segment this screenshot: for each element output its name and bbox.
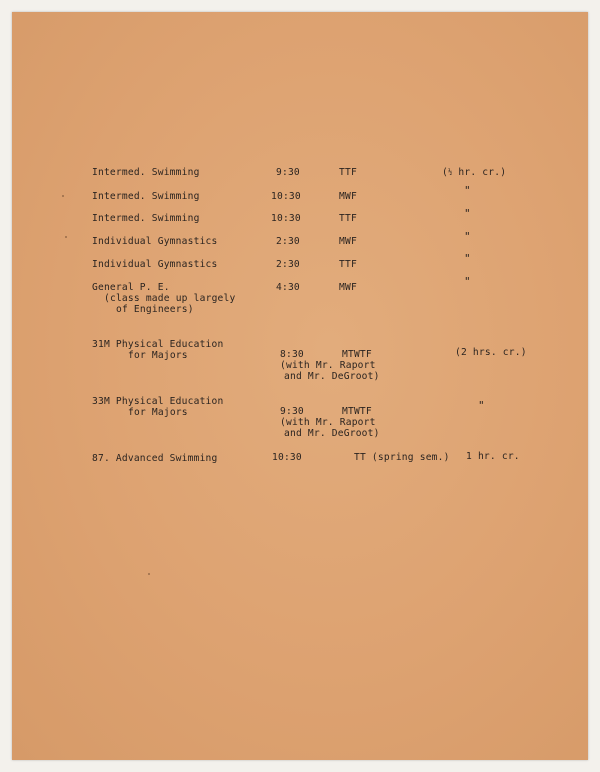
course-days: TTF bbox=[339, 167, 357, 178]
instructor-note: and Mr. DeGroot) bbox=[284, 428, 380, 439]
ditto-mark: " bbox=[478, 399, 485, 412]
ditto-mark: " bbox=[464, 275, 471, 288]
course-name: Individual Gymnastics bbox=[92, 259, 218, 270]
course-time: 2:30 bbox=[276, 236, 300, 247]
course-days: MWF bbox=[339, 236, 357, 247]
course-name: General P. E. bbox=[92, 282, 170, 293]
course-name: Intermed. Swimming bbox=[92, 167, 200, 178]
course-note: of Engineers) bbox=[116, 304, 194, 315]
course-name-line-2: for Majors bbox=[128, 407, 188, 418]
course-name: Intermed. Swimming bbox=[92, 213, 200, 224]
paper-speck bbox=[62, 195, 64, 197]
course-credit-open: (½ hr. cr.) bbox=[442, 167, 507, 178]
course-credit: (2 hrs. cr.) bbox=[455, 347, 527, 358]
ditto-mark: " bbox=[464, 184, 471, 197]
course-name: 87. Advanced Swimming bbox=[92, 453, 218, 464]
course-name: 31M Physical Education bbox=[92, 339, 224, 350]
course-credit: 1 hr. cr. bbox=[466, 451, 520, 462]
typed-page bbox=[12, 12, 588, 760]
credit-fraction: ½ bbox=[447, 168, 453, 176]
course-name: Intermed. Swimming bbox=[92, 191, 200, 202]
course-time: 10:30 bbox=[272, 452, 302, 463]
course-time: 9:30 bbox=[280, 406, 304, 417]
course-days: MTWTF bbox=[342, 406, 372, 417]
course-name-line-2: for Majors bbox=[128, 350, 188, 361]
course-note: (class made up largely bbox=[104, 293, 236, 304]
instructor-note: (with Mr. Raport bbox=[280, 417, 376, 428]
instructor-note: (with Mr. Raport bbox=[280, 360, 376, 371]
course-name: Individual Gymnastics bbox=[92, 236, 218, 247]
course-time: 2:30 bbox=[276, 259, 300, 270]
course-days: MTWTF bbox=[342, 349, 372, 360]
instructor-note: and Mr. DeGroot) bbox=[284, 371, 380, 382]
course-days: TT (spring sem.) bbox=[354, 452, 450, 463]
course-days: TTF bbox=[339, 213, 357, 224]
ditto-mark: " bbox=[464, 230, 471, 243]
course-days: MWF bbox=[339, 282, 357, 293]
ditto-mark: " bbox=[464, 207, 471, 220]
paper-speck bbox=[65, 236, 67, 238]
course-days: TTF bbox=[339, 259, 357, 270]
course-time: 10:30 bbox=[271, 213, 301, 224]
course-time: 4:30 bbox=[276, 282, 300, 293]
course-time: 9:30 bbox=[276, 167, 300, 178]
course-time: 10:30 bbox=[271, 191, 301, 202]
course-name: 33M Physical Education bbox=[92, 396, 224, 407]
course-days: MWF bbox=[339, 191, 357, 202]
course-time: 8:30 bbox=[280, 349, 304, 360]
paper-speck bbox=[148, 573, 150, 575]
ditto-mark: " bbox=[464, 252, 471, 265]
